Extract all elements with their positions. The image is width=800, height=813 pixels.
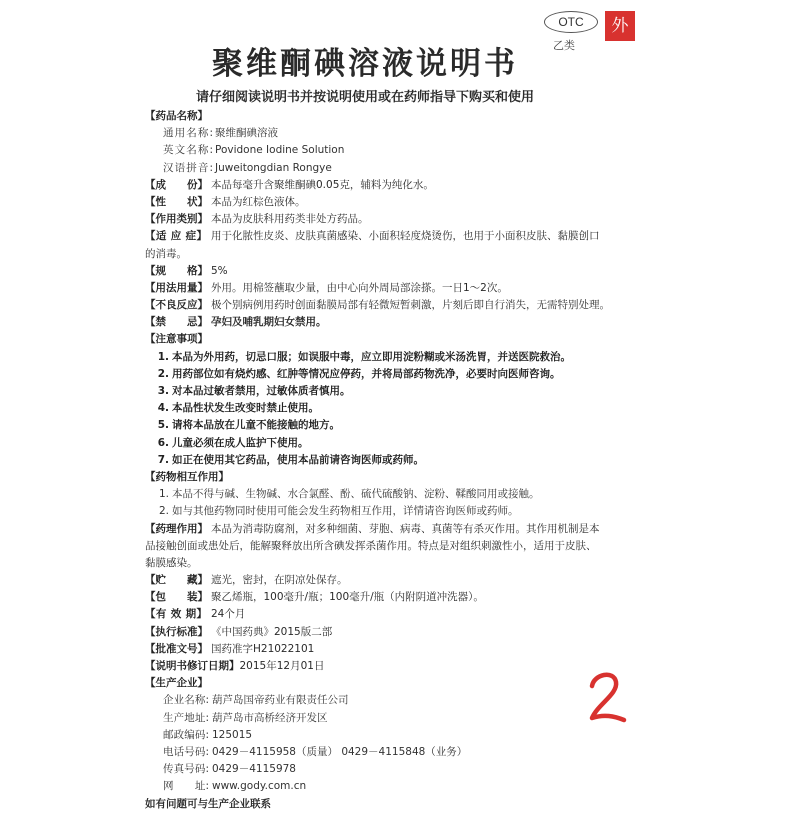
interaction-item: 1. 本品不得与碱、生物碱、水合氯醛、酚、硫代硫酸钠、淀粉、鞣酸同用或接触。 <box>158 488 540 501</box>
contraindication-row: 【禁 忌】 孕妇及哺乳期妇女禁用。 <box>145 316 327 329</box>
manufacturer-name-row: 企业名称: 葫芦岛国帝药业有限责任公司 <box>163 694 349 707</box>
otc-badge: OTC <box>544 11 598 33</box>
interactions-heading: 【药物相互作用】 <box>145 470 229 483</box>
fax-row: 传真号码: 0429－4115978 <box>163 763 296 776</box>
external-use-badge: 外 <box>605 11 635 41</box>
pharmacology-row: 【药理作用】 本品为消毒防腐剂，对多种细菌、芽胞、病毒、真菌等有杀灭作用。其作用机制是本 <box>145 522 600 535</box>
precaution-item: 7. 如正在使用其它药品，使用本品前请咨询医师或药师。 <box>157 453 424 466</box>
document-subtitle: 请仔细阅读说明书并按说明使用或在药师指导下购买和使用 <box>195 90 534 105</box>
generic-name-row: 通用名称: 聚维酮碘溶液 <box>163 127 278 140</box>
precaution-item: 2. 用药部位如有烧灼感、红肿等情况应停药，并将局部药物洗净，必要时向医师咨询。 <box>157 367 561 380</box>
manufacturer-address-row: 生产地址: 葫芦岛市高桥经济开发区 <box>163 711 328 724</box>
dosage-row: 【用法用量】 外用。用棉签蘸取少量，由中心向外周局部涂搽。一日1～2次。 <box>145 281 508 294</box>
interaction-item: 2. 如与其他药物同时使用可能会发生药物相互作用，详情请咨询医师或药师。 <box>158 505 519 518</box>
manufacturer-heading: 【生产企业】 <box>145 677 208 690</box>
precautions-heading: 【注意事项】 <box>145 333 208 346</box>
precaution-item: 4. 本品性状发生改变时禁止使用。 <box>157 402 319 415</box>
precaution-item: 6. 儿童必须在成人监护下使用。 <box>157 436 309 449</box>
english-name-row: 英文名称: Povidone Iodine Solution <box>163 144 345 157</box>
document-title: 聚维酮碘溶液说明书 <box>212 46 518 82</box>
storage-row: 【贮 藏】 遮光，密封，在阴凉处保存。 <box>145 574 348 587</box>
website-row: 网 址: www.gody.com.cn <box>163 780 307 793</box>
strength-row: 【规 格】 5% <box>145 264 228 277</box>
pharmacology-row-continued: 品接触创面或患处后，能解聚释放出所含碘发挥杀菌作用。特点是对组织刺激性小，适用于皮肤、 <box>145 539 597 552</box>
indications-row-continued: 的消毒。 <box>145 247 187 260</box>
postcode-row: 邮政编码: 125015 <box>163 728 253 741</box>
phone-row: 电话号码: 0429－4115958（质量） 0429－4115848（业务） <box>163 745 468 758</box>
category-row: 【作用类别】 本品为皮肤科用药类非处方药品。 <box>145 213 369 226</box>
drug-name-heading: 【药品名称】 <box>145 110 208 122</box>
handwritten-mark <box>584 668 630 728</box>
precaution-item: 5. 请将本品放在儿童不能接触的地方。 <box>157 419 340 432</box>
contact-note: 如有问题可与生产企业联系 <box>145 797 271 810</box>
precaution-item: 1. 本品为外用药，切忌口服；如误服中毒，应立即用淀粉糊或米汤洗胃，并送医院救治。 <box>157 350 571 363</box>
standard-row: 【执行标准】 《中国药典》2015版二部 <box>145 625 333 638</box>
validity-row: 【有 效 期】 24个月 <box>145 608 246 621</box>
description-row: 【性 状】 本品为红棕色液体。 <box>145 195 306 208</box>
revision-date-row: 【说明书修订日期】2015年12月01日 <box>145 660 325 672</box>
package-row: 【包 装】 聚乙烯瓶，100毫升/瓶；100毫升/瓶（内附阴道冲洗器）。 <box>145 591 484 604</box>
indications-row: 【适 应 症】 用于化脓性皮炎、皮肤真菌感染、小面积轻度烧烫伤，也用于小面积皮肤、黏膜创口 <box>145 230 600 243</box>
pharmacology-row-continued: 黏膜感染。 <box>145 556 198 569</box>
class-b-label: 乙类 <box>553 39 575 52</box>
approval-number-row: 【批准文号】 国药准字H21022101 <box>145 642 315 655</box>
composition-row: 【成 份】 本品每毫升含聚维酮碘0.05克，辅料为纯化水。 <box>145 178 434 191</box>
precaution-item: 3. 对本品过敏者禁用，过敏体质者慎用。 <box>157 385 351 397</box>
pinyin-row: 汉语拼音: Juweitongdian Rongye <box>163 161 332 174</box>
adverse-reactions-row: 【不良反应】 极个别病例用药时创面黏膜局部有轻微短暂刺激，片刻后即自行消失，无需特别处理。 <box>145 299 610 312</box>
